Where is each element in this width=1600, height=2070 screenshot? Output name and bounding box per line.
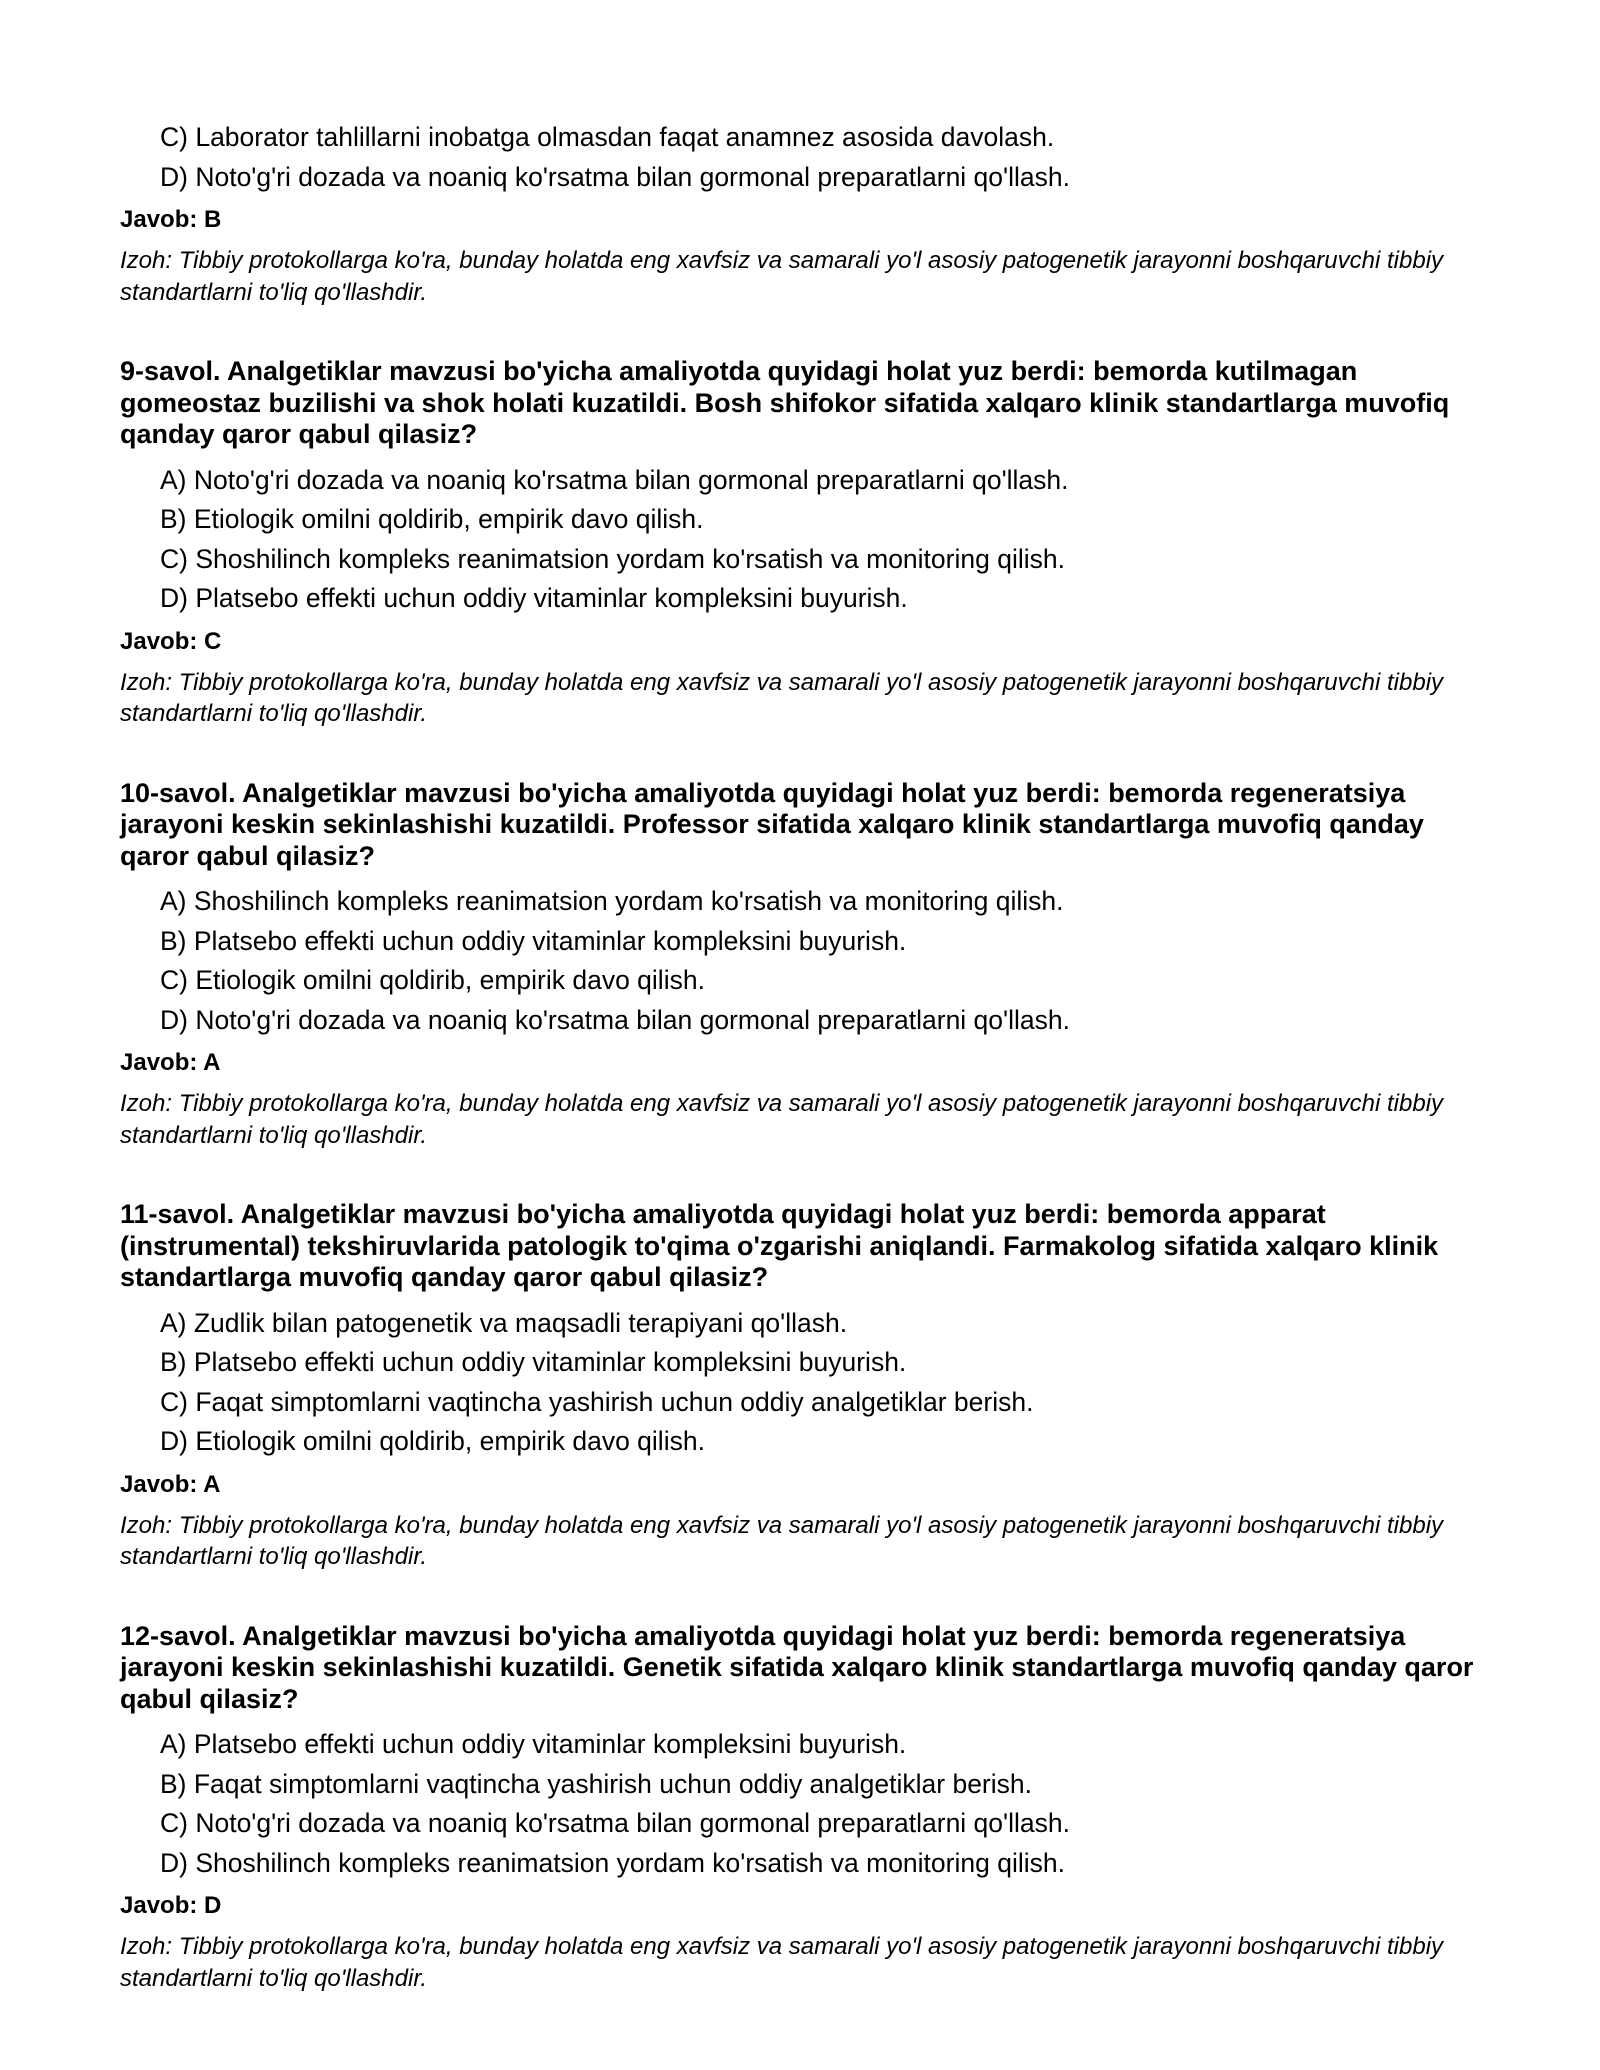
answer-label: Javob: A xyxy=(120,1049,221,1076)
option-d: D) Etiologik omilni qoldirib, empirik davo qilish. xyxy=(160,1426,705,1456)
answer-label: Javob: C xyxy=(120,627,222,655)
option-b: B) Faqat simptomlarni vaqtincha yashirish uchun oddiy analgetiklar berish. xyxy=(160,1768,1032,1799)
option-b: B) Etiologik omilni qoldirib, empirik davo qilish. xyxy=(160,504,704,534)
option-a: A) Zudlik bilan patogenetik va maqsadli terapiyani qo'llash. xyxy=(160,1307,848,1338)
option-list xyxy=(120,461,1500,619)
option-c: C) Noto'g'ri dozada va noaniq ko'rsatma bilan gormonal preparatlarni qo'llash. xyxy=(160,1808,1070,1838)
answer-label: Javob: B xyxy=(120,206,222,233)
question-block-11 xyxy=(120,1199,1500,1573)
option-a: A) Platsebo effekti uchun oddiy vitaminlar kompleksini buyurish. xyxy=(160,1729,907,1759)
explanation-note: Izoh: Tibbiy protokollarga ko'ra, bunday holatda eng xavfsiz va samarali yo'l asosiy patogenetik jarayonni boshqaruvchi tibbiy standartlarni to'liq qo'llashdir. xyxy=(120,1511,1444,1570)
explanation-note: Izoh: Tibbiy protokollarga ko'ra, bunday holatda eng xavfsiz va samarali yo'l asosiy patogenetik jarayonni boshqaruvchi tibbiy standartlarni to'liq qo'llashdir. xyxy=(120,668,1444,727)
option-c: C) Laborator tahlillarni inobatga olmasdan faqat anamnez asosida davolash. xyxy=(160,122,1055,152)
option-d: D) Shoshilinch kompleks reanimatsion yordam ko'rsatish va monitoring qilish. xyxy=(160,1847,1065,1878)
question-text: 10-savol. Analgetiklar mavzusi bo'yicha amaliyotda quyidagi holat yuz berdi: bemorda regeneratsiya jarayoni keskin sekinlashishi kuzatildi. Professor sifatida xalqaro klinik standartlarga muvofiq qanday qaror qabul qilasiz? xyxy=(120,777,1424,871)
option-c: C) Faqat simptomlarni vaqtincha yashirish uchun oddiy analgetiklar berish. xyxy=(160,1386,1034,1417)
option-b: B) Platsebo effekti uchun oddiy vitaminlar kompleksini buyurish. xyxy=(160,1347,907,1377)
option-b: B) Platsebo effekti uchun oddiy vitaminlar kompleksini buyurish. xyxy=(160,925,907,956)
option-list xyxy=(120,1304,1500,1462)
option-list xyxy=(120,882,1500,1040)
explanation-note: Izoh: Tibbiy protokollarga ko'ra, bunday holatda eng xavfsiz va samarali yo'l asosiy patogenetik jarayonni boshqaruvchi tibbiy standartlarni to'liq qo'llashdir. xyxy=(120,247,1444,306)
option-d: D) Platsebo effekti uchun oddiy vitaminlar kompleksini buyurish. xyxy=(160,583,908,613)
question-block-10 xyxy=(120,778,1500,1152)
option-a: A) Noto'g'ri dozada va noaniq ko'rsatma bilan gormonal preparatlarni qo'llash. xyxy=(160,464,1069,495)
option-list xyxy=(120,1725,1500,1883)
question-text: 12-savol. Analgetiklar mavzusi bo'yicha amaliyotda quyidagi holat yuz berdi: bemorda regeneratsiya jarayoni keskin sekinlashishi kuzatildi. Genetik sifatida xalqaro klinik standartlarga muvofiq qanday qaror qabul qilasiz? xyxy=(120,1620,1474,1714)
document-page xyxy=(120,118,1500,1994)
option-c: C) Shoshilinch kompleks reanimatsion yordam ko'rsatish va monitoring qilish. xyxy=(160,543,1065,574)
option-c: C) Etiologik omilni qoldirib, empirik davo qilish. xyxy=(160,965,705,995)
question-text: 9-savol. Analgetiklar mavzusi bo'yicha amaliyotda quyidagi holat yuz berdi: bemorda kutilmagan gomeostaz buzilishi va shok holati kuzatildi. Bosh shifokor sifatida xalqaro klinik standartlarga muvofiq qanday qaror qabul qilasiz? xyxy=(120,356,1450,449)
answer-label: Javob: A xyxy=(120,1470,221,1498)
option-a: A) Shoshilinch kompleks reanimatsion yordam ko'rsatish va monitoring qilish. xyxy=(160,886,1064,916)
explanation-note: Izoh: Tibbiy protokollarga ko'ra, bunday holatda eng xavfsiz va samarali yo'l asosiy patogenetik jarayonni boshqaruvchi tibbiy standartlarni to'liq qo'llashdir. xyxy=(120,1933,1444,1992)
option-d: D) Noto'g'ri dozada va noaniq ko'rsatma bilan gormonal preparatlarni qo'llash. xyxy=(160,161,1070,192)
question-block-8-tail xyxy=(120,118,1500,308)
question-text: 11-savol. Analgetiklar mavzusi bo'yicha amaliyotda quyidagi holat yuz berdi: bemorda apparat (instrumental) tekshiruvlarida patologik to'qima o'zgarishi aniqlandi. Farmakolog sifatida xalqaro klinik standartlarga muvofiq qanday qaror qabul qilasiz? xyxy=(120,1199,1439,1292)
answer-label: Javob: D xyxy=(120,1892,222,1919)
question-block-9 xyxy=(120,356,1500,730)
question-block-12 xyxy=(120,1621,1500,1995)
option-d: D) Noto'g'ri dozada va noaniq ko'rsatma bilan gormonal preparatlarni qo'llash. xyxy=(160,1004,1070,1035)
explanation-note: Izoh: Tibbiy protokollarga ko'ra, bunday holatda eng xavfsiz va samarali yo'l asosiy patogenetik jarayonni boshqaruvchi tibbiy standartlarni to'liq qo'llashdir. xyxy=(120,1090,1444,1149)
